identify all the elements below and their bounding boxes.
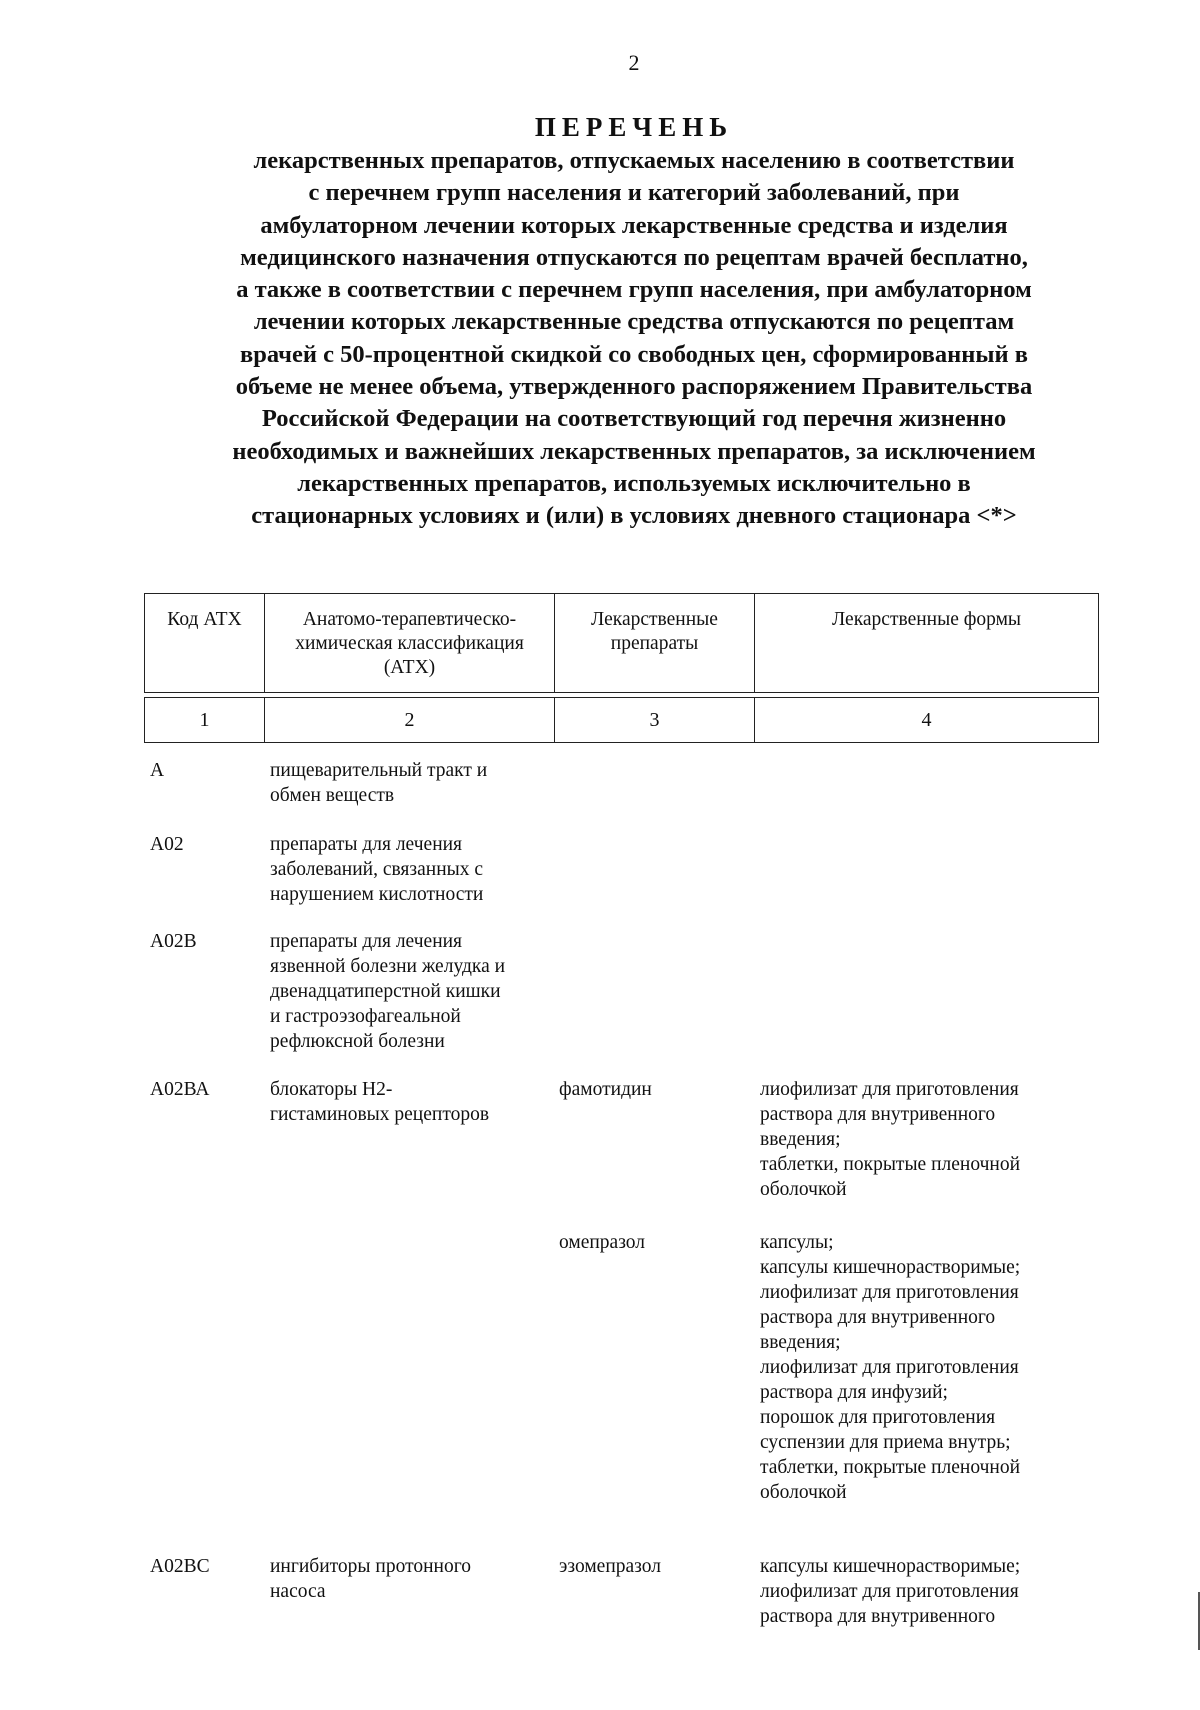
subtitle-line: лечении которых лекарственные средства отпускаются по рецептам bbox=[253, 308, 1015, 336]
atc-classification-cell: блокаторы Н2- гистаминовых рецепторов bbox=[270, 1079, 490, 1125]
drug-name-cell: омепразол bbox=[559, 1232, 646, 1253]
atc-code-cell: А02В bbox=[150, 931, 197, 952]
atc-classification-cell: препараты для лечения заболеваний, связанных с нарушением кислотности bbox=[270, 834, 484, 905]
atc-code-cell: А02 bbox=[150, 834, 184, 855]
atc-classification-cell: ингибиторы протонного насоса bbox=[270, 1556, 471, 1602]
subtitle-line: а также в соответствии с перечнем групп населения, при амбулаторном bbox=[236, 276, 1032, 304]
column-number: 2 bbox=[265, 698, 555, 743]
atc-classification-cell: пищеварительный тракт и обмен веществ bbox=[270, 760, 488, 806]
drug-name-cell: эзомепразол bbox=[559, 1556, 661, 1577]
subtitle-line: Российской Федерации на соответствующий год перечня жизненно bbox=[261, 405, 1007, 433]
atc-classification-cell: препараты для лечения язвенной болезни желудка и двенадцатиперстной кишки и гастроэзофагеальной рефлюксной болезни bbox=[270, 931, 506, 1052]
dosage-forms-cell: капсулы; капсулы кишечнорастворимые; лиофилизат для приготовления раствора для внутривенного введения; лиофилизат для приготовления раствора для инфузий; порошок для приготовления суспензии для приема внутрь; таблетки, покрытые пленочной оболочкой bbox=[760, 1232, 1021, 1503]
document-title: ПЕРЕЧЕНЬ bbox=[534, 112, 734, 142]
column-number: 3 bbox=[555, 698, 755, 743]
subtitle-line: медицинского назначения отпускаются по рецептам врачей бесплатно, bbox=[240, 243, 1028, 271]
dosage-forms-cell: капсулы кишечнорастворимые; лиофилизат для приготовления раствора для внутривенного bbox=[760, 1556, 1021, 1627]
subtitle-line: амбулаторном лечении которых лекарственные средства и изделия bbox=[260, 211, 1008, 239]
subtitle-line: лекарственных препаратов, используемых исключительно в bbox=[297, 469, 971, 497]
subtitle-line: лекарственных препаратов, отпускаемых населению в соответствии bbox=[253, 147, 1015, 174]
header-dosage-forms: Лекарственные формы bbox=[755, 594, 1099, 693]
table-column-numbers bbox=[144, 697, 1099, 743]
subtitle-line: необходимых и важнейших лекарственных препаратов, за исключением bbox=[232, 437, 1036, 465]
atc-code-cell: А bbox=[150, 760, 165, 781]
header-atc-code: Код АТХ bbox=[145, 594, 265, 693]
table-header bbox=[144, 593, 1099, 693]
column-number: 1 bbox=[145, 698, 265, 743]
column-number: 4 bbox=[755, 698, 1099, 743]
atc-code-cell: А02ВС bbox=[150, 1556, 210, 1577]
page-number: 2 bbox=[628, 50, 640, 75]
header-drugs: Лекарственные препараты bbox=[555, 594, 755, 693]
document-subtitle bbox=[160, 145, 1108, 533]
header-atc-classification: Анатомо-терапевтическо- химическая классификация (АТХ) bbox=[265, 594, 555, 693]
atc-code-cell: А02ВА bbox=[150, 1079, 210, 1100]
drug-name-cell: фамотидин bbox=[559, 1079, 652, 1100]
subtitle-line: врачей с 50-процентной скидкой со свободных цен, сформированный в bbox=[240, 340, 1028, 368]
subtitle-line: с перечнем групп населения и категорий заболеваний, при bbox=[308, 179, 960, 207]
dosage-forms-cell: лиофилизат для приготовления раствора для внутривенного введения; таблетки, покрытые пленочной оболочкой bbox=[760, 1079, 1021, 1200]
subtitle-line: стационарных условиях и (или) в условиях дневного стационара <*> bbox=[251, 502, 1017, 530]
subtitle-line: объеме не менее объема, утвержденного распоряжением Правительства bbox=[235, 373, 1033, 401]
